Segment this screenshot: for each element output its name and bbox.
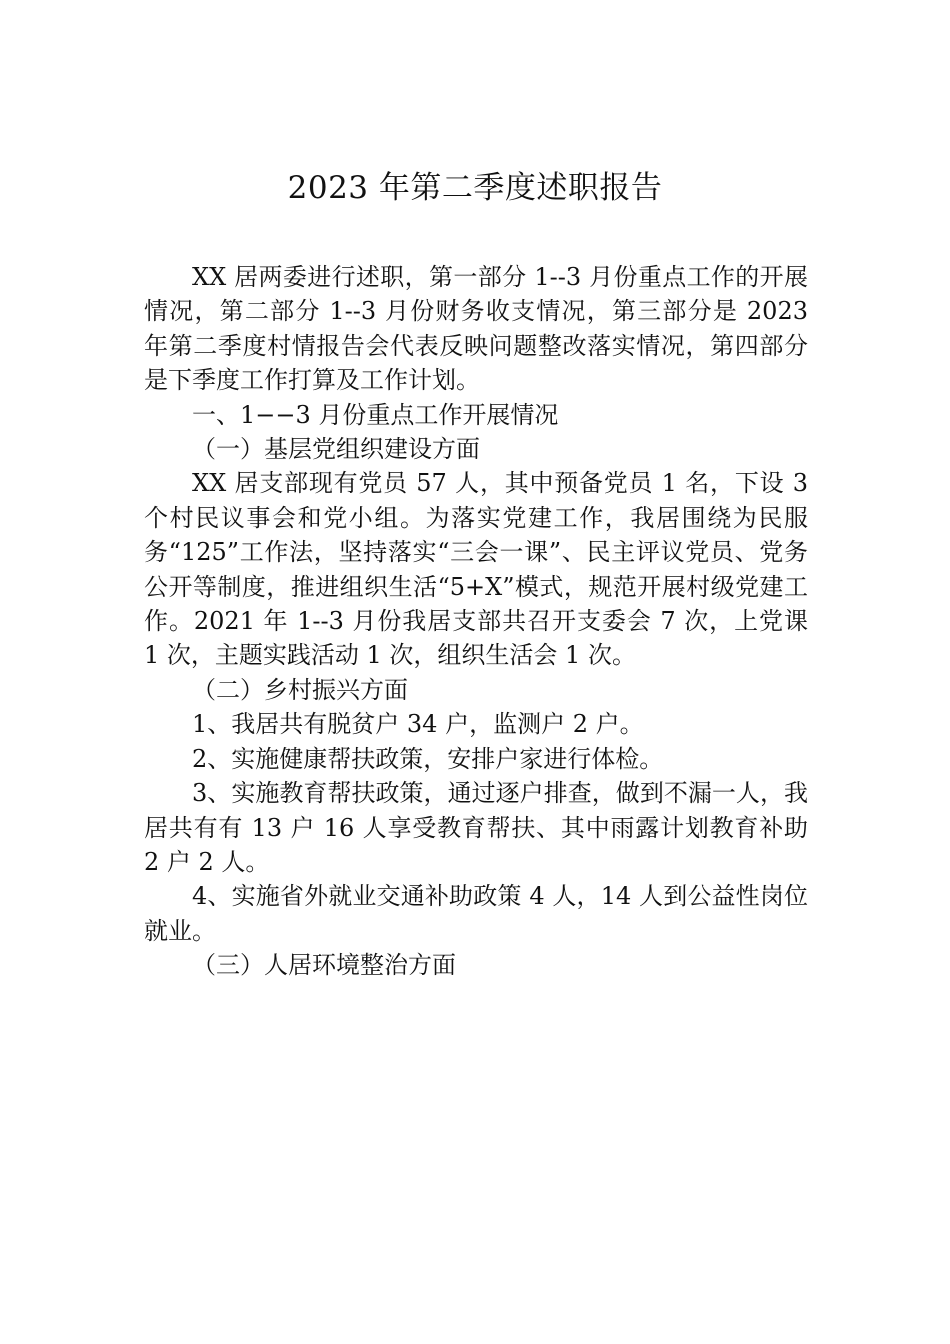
section-heading-1: 一、1−−3 月份重点工作开展情况 — [192, 400, 559, 429]
list-item-2: 2、实施健康帮扶政策，安排户家进行体检。 — [192, 744, 664, 773]
subsection-heading-2: （二）乡村振兴方面 — [192, 675, 408, 704]
subsection-heading-3: （三）人居环境整治方面 — [192, 951, 456, 980]
list-item-4: 4、实施省外就业交通补助政策 4 人，14 人到公益性岗位就业。 — [144, 882, 808, 945]
subsection-heading-1: （一）基层党组织建设方面 — [192, 435, 480, 464]
intro-paragraph: XX 居两委进行述职，第一部分 1--3 月份重点工作的开展情况，第二部分 1--3 月份财务收支情况，第三部分是 2023 年第二季度村情报告会代表反映问题整改落实情况，第四部分是下季度工作打算及工作计划。 — [144, 263, 808, 395]
party-building-paragraph: XX 居支部现有党员 57 人，其中预备党员 1 名，下设 3 个村民议事会和党小组。为落实党建工作，我居围绕为民服务“125”工作法，坚持落实“三会一课”、民主评议党员、党务公开等制度，推进组织生活“5+X”模式，规范开展村级党建工作。2021 年 1--3 月份我居支部共召开支委会 7 次，上党课 1 次，主题实践活动 1 次，组织生活会 1 次。 — [144, 469, 808, 670]
list-item-3: 3、实施教育帮扶政策，通过逐户排查，做到不漏一人，我居共有有 13 户 16 人享受教育帮扶、其中雨露计划教育补助 2 户 2 人。 — [144, 779, 808, 876]
document-body — [144, 260, 808, 983]
list-item-1: 1、我居共有脱贫户 34 户，监测户 2 户。 — [192, 710, 644, 739]
document-title: 2023 年第二季度述职报告 — [287, 170, 663, 206]
